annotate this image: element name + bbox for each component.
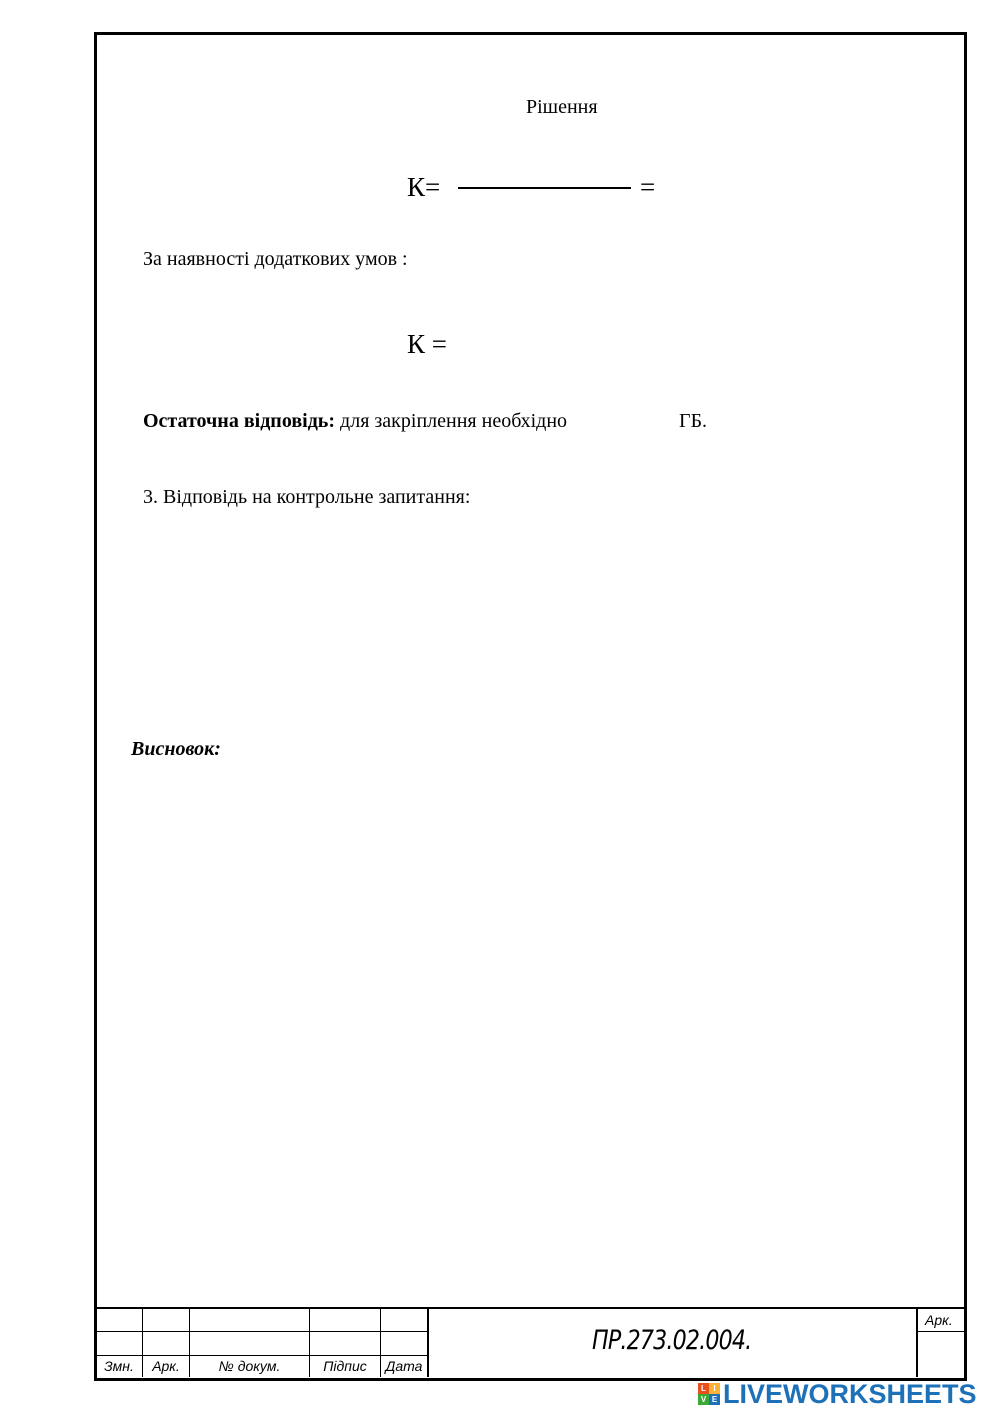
conclusion-label: Висновок: [131, 738, 221, 760]
final-answer [143, 410, 567, 433]
col-change-label: Змн. [104, 1358, 134, 1374]
col-sign-label: Підпис [323, 1358, 367, 1374]
liveworksheets-brand [698, 1380, 977, 1408]
final-answer-text: для закріплення необхідно [335, 410, 568, 432]
stamp-top-line [94, 1307, 964, 1309]
stamp-row-line-1 [94, 1331, 428, 1332]
stamp-sheet-line [917, 1331, 964, 1332]
sheet-label: Арк. [925, 1312, 953, 1328]
page-frame [94, 32, 967, 1381]
page-heading: Рішення [526, 96, 598, 118]
formula-k-second: К = [407, 329, 447, 359]
final-answer-unit: ГБ. [679, 410, 708, 432]
col-doc-label: № докум. [218, 1358, 281, 1374]
formula-k-label: К= [407, 172, 441, 202]
question-3: 3. Відповідь на контрольне запитання: [143, 486, 471, 508]
formula-equals-sign: = [640, 172, 656, 202]
logo-letter: I [709, 1383, 720, 1394]
col-sheet-label: Арк. [152, 1358, 180, 1374]
liveworksheets-logo-icon [698, 1383, 720, 1405]
stamp-col-line-5 [427, 1307, 429, 1377]
stamp-col-line-6 [916, 1307, 918, 1377]
conditions-text: За наявності додаткових умов : [143, 248, 408, 270]
liveworksheets-wordmark: LIVEWORKSHEETS [723, 1378, 977, 1409]
fraction-line [458, 187, 631, 189]
document-code: ПР.273.02.004. [592, 1325, 752, 1356]
logo-letter: E [709, 1394, 720, 1405]
logo-letter: V [698, 1394, 709, 1405]
col-date-label: Дата [385, 1358, 423, 1374]
stamp-row-line-2 [94, 1355, 428, 1356]
final-answer-label: Остаточна відповідь: [143, 410, 336, 432]
logo-letter: L [698, 1383, 709, 1394]
